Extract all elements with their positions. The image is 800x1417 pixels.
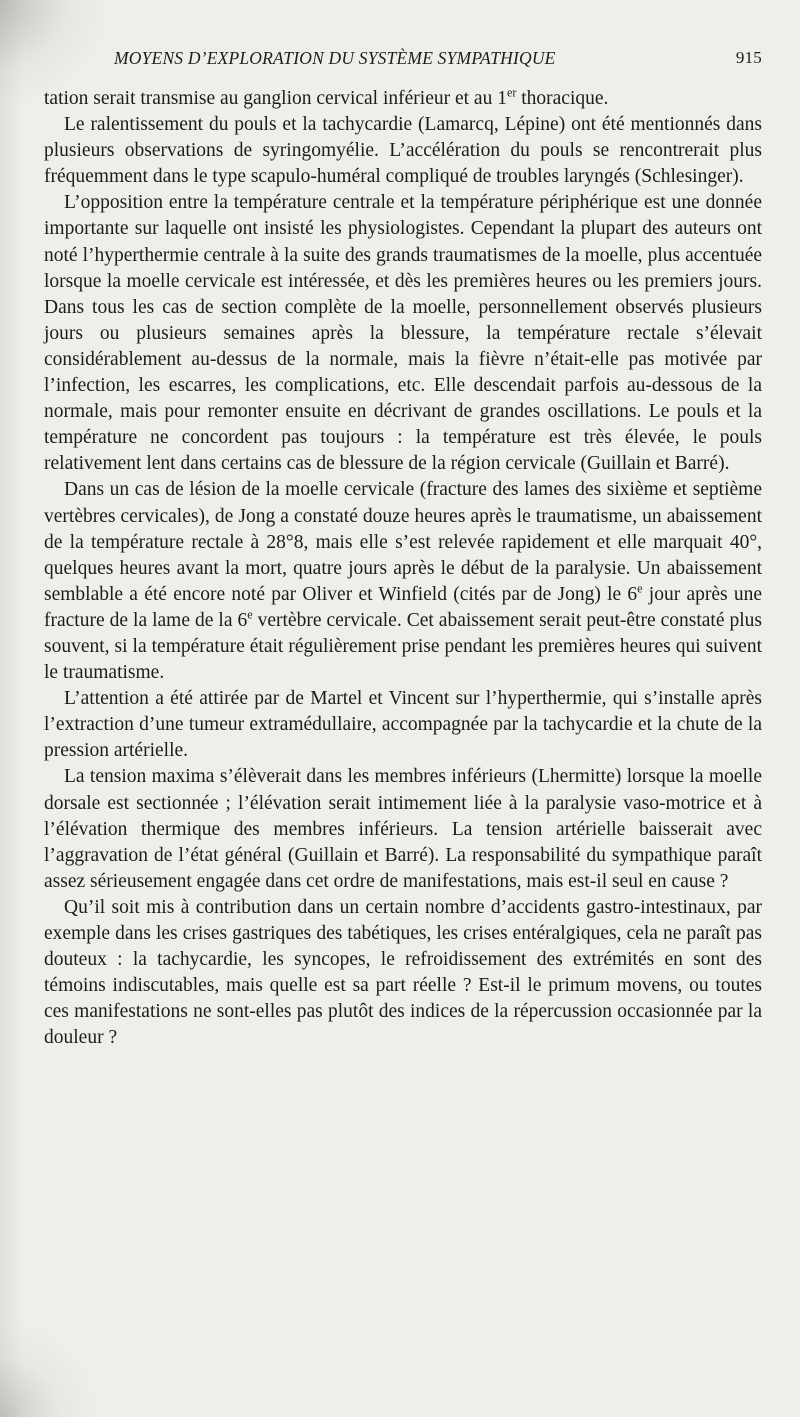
- paragraph-arterial-tension: La tension maxima s’élèverait dans les membres inférieurs (Lhermitte) lorsque la moelle dorsale est sectionnée ; l’élévation serait intimement liée à la paralysie vaso-motrice et à l’élévation thermique des membres inférieurs. La tension artérielle baisserait avec l’aggravation de l’état général (Guillain et Barré). La responsabilité du sympathique paraît assez sérieusement engagée dans cet ordre de manifestations, mais est-il seul en cause ?: [44, 766, 762, 892]
- page-number: 915: [735, 48, 762, 67]
- paragraph-cervical-lesion: [44, 477, 762, 686]
- ordinal-superscript: e: [637, 581, 643, 596]
- ordinal-superscript: e: [247, 607, 253, 622]
- paragraph-text: vertèbre cervicale. Cet abaissement serait peut-être constaté plus souvent, si la température était régulièrement prise pendant les premières heures qui suivent le traumatisme.: [44, 609, 763, 684]
- ordinal-superscript: er: [506, 85, 517, 100]
- paragraph-text: Dans un cas de lésion de la moelle cervicale (fracture des lames des sixième et septième vertèbres cervicales), de Jong a constaté douze heures après le traumatisme, un abaissement de la température rectale à 28°8, mais elle s’est relevée rapidement et elle marquait 40°, quelques heures avant la mort, quatre jours après le début de la paralysie. Un abaissement semblable a été encore noté par Oliver et Winfield (cités par de Jong) le 6: [44, 479, 762, 605]
- paragraph-pulse-tachycardia: Le ralentissement du pouls et la tachycardie (Lamarcq, Lépine) ont été mentionnés dans plusieurs observations de syringomyélie. L’accélération du pouls se rencontrerait plus fréquemment dans le type scapulo-huméral compliqué de troubles laryngés (Schlesinger).: [44, 114, 762, 188]
- body-text: [44, 86, 762, 1051]
- running-head: [44, 44, 762, 72]
- paragraph-text: jour après une fracture de la lame de la 6: [44, 583, 762, 631]
- paragraph-gastrointestinal-accidents: Qu’il soit mis à contribution dans un certain nombre d’accidents gastro-intestinaux, par exemple dans les crises gastriques des tabétiques, les crises entéralgiques, cela ne paraît pas douteux : la tachycardie, les syncopes, le refroidissement des extrémités en sont des témoins indiscutables, mais quelle est sa part réelle ? Est-il le primum movens, ou toutes ces manifestations ne sont-elles pas plutôt des indices de la répercussion occasionnée par la douleur ?: [44, 896, 762, 1049]
- paragraph-text: tation serait transmise au ganglion cervical inférieur et au 1: [44, 88, 507, 109]
- paragraph-continuation: [44, 86, 762, 112]
- running-title: MOYENS D’EXPLORATION DU SYSTÈME SYMPATHIQUE: [114, 48, 556, 68]
- paragraph-temperature: L’opposition entre la température centrale et la température périphérique est une donnée importante sur laquelle ont insisté les physiologistes. Cependant la plupart des auteurs ont noté l’hyperthermie centrale à la suite des grands traumatismes de la moelle, plus accentuée lorsque la moelle cervicale est intéressée, et dès les premières heures ou les premiers jours. Dans tous les cas de section complète de la moelle, personnellement observés plusieurs jours ou plusieurs semaines après la blessure, la température rectale s’élevait considérablement au-dessus de la normale, mais la fièvre n’était-elle pas motivée par l’infection, les escarres, les complications, etc. Elle descendait parfois au-dessous de la normale, mais pour remonter ensuite en décrivant de grandes oscillations. Le pouls et la température ne concordent pas toujours : la température est très élevée, le pouls relativement lent dans certains cas de blessure de la région cervicale (Guillain et Barré).: [44, 192, 762, 475]
- paragraph-text: thoracique.: [516, 88, 609, 109]
- paragraph-hyperthermia: L’attention a été attirée par de Martel et Vincent sur l’hyperthermie, qui s’installe après l’extraction d’une tumeur extramédullaire, accompagnée par la tachycardie et la chute de la pression artérielle.: [44, 688, 762, 762]
